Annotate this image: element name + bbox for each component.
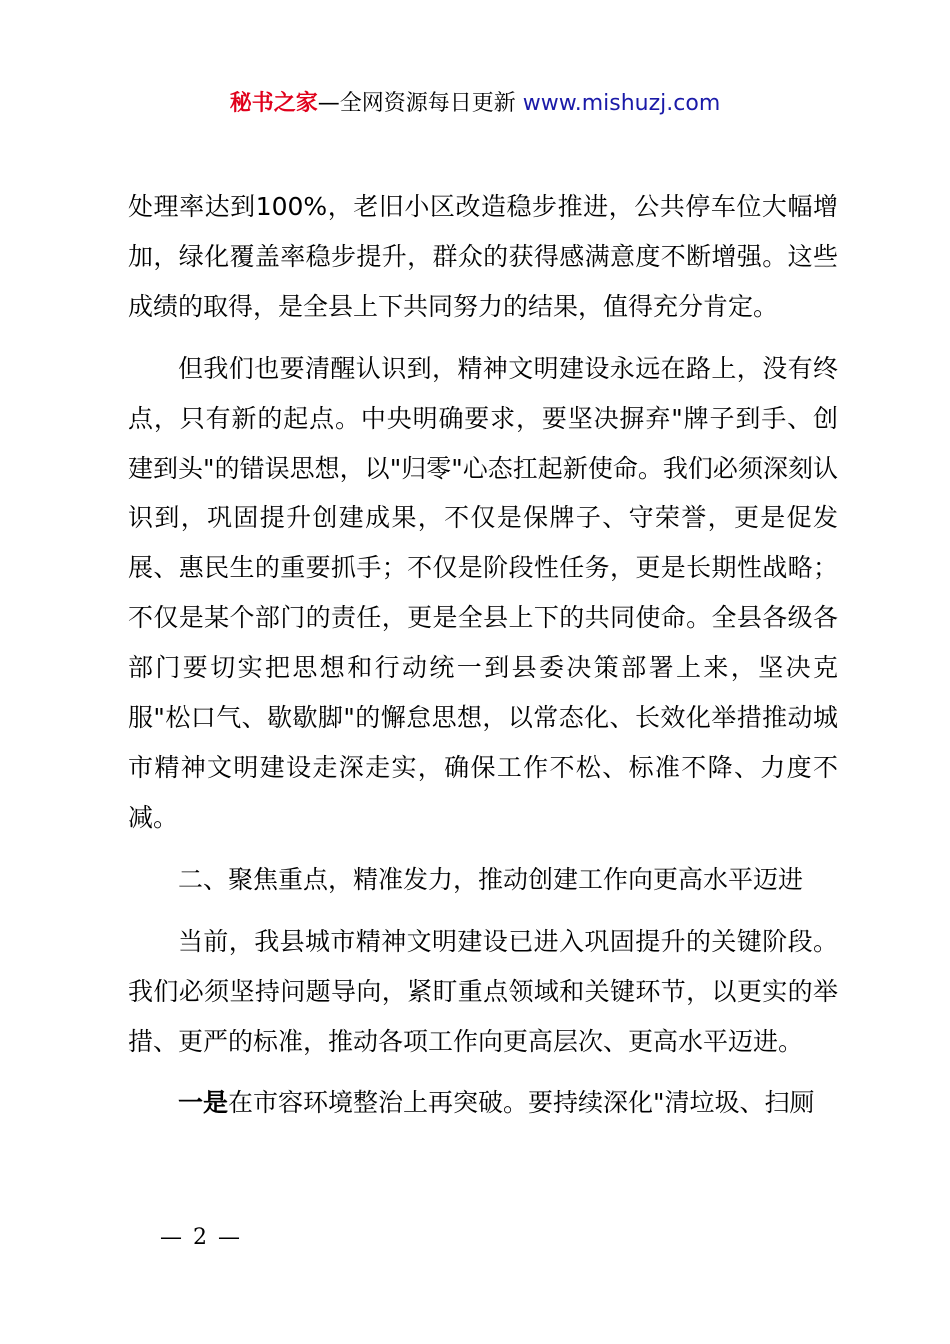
brand-name: 秘书之家 (229, 91, 318, 116)
paragraph-continued: 处理率达到100%，老旧小区改造稳步推进，公共停车位大幅增加，绿化覆盖率稳步提升，群众的获得感满意度不断增强。这些成绩的取得，是全县上下共同努力的结果，值得充分肯定。 (128, 192, 838, 321)
paragraph: 但我们也要清醒认识到，精神文明建设永远在路上，没有终点，只有新的起点。中央明确要求，要坚决摒弃"牌子到手、创建到头"的错误思想，以"归零"心态扛起新使命。我们必须深刻认识到，巩固提升创建成果，不仅是保牌子、守荣誉，更是促发展、惠民生的重要抓手；不仅是阶段性任务，更是长期性战略；不仅是某个部门的责任，更是全县上下的共同使命。全县各级各部门要切实把思想和行动统一到县委决策部署上来，坚决克服"松口气、歇歇脚"的懈怠思想，以常态化、长效化举措推动城市精神文明建设走深走实，确保工作不松、标准不降、力度不减。 (128, 353, 838, 832)
page-number: — 2 — (160, 1225, 242, 1250)
site-header (0, 86, 950, 122)
paragraph-text: 在市容环境整治上再突破。要持续深化"清垃圾、扫厕 (228, 1088, 815, 1118)
paragraph-lead: 一是 (178, 1088, 229, 1118)
paragraph-with-lead (128, 1078, 838, 1128)
section-heading: 二、聚焦重点，精准发力，推动创建工作向更高水平迈进 (178, 864, 804, 894)
paragraph: 当前，我县城市精神文明建设已进入巩固提升的关键阶段。我们必须坚持问题导向，紧盯重点领域和关键环节，以更实的举措、更严的标准，推动各项工作向更高层次、更高水平迈进。 (128, 926, 838, 1056)
document-body (128, 182, 838, 1128)
header-tagline: —全网资源每日更新 (317, 91, 523, 116)
site-url-link[interactable]: www.mishuzj.com (522, 91, 721, 116)
